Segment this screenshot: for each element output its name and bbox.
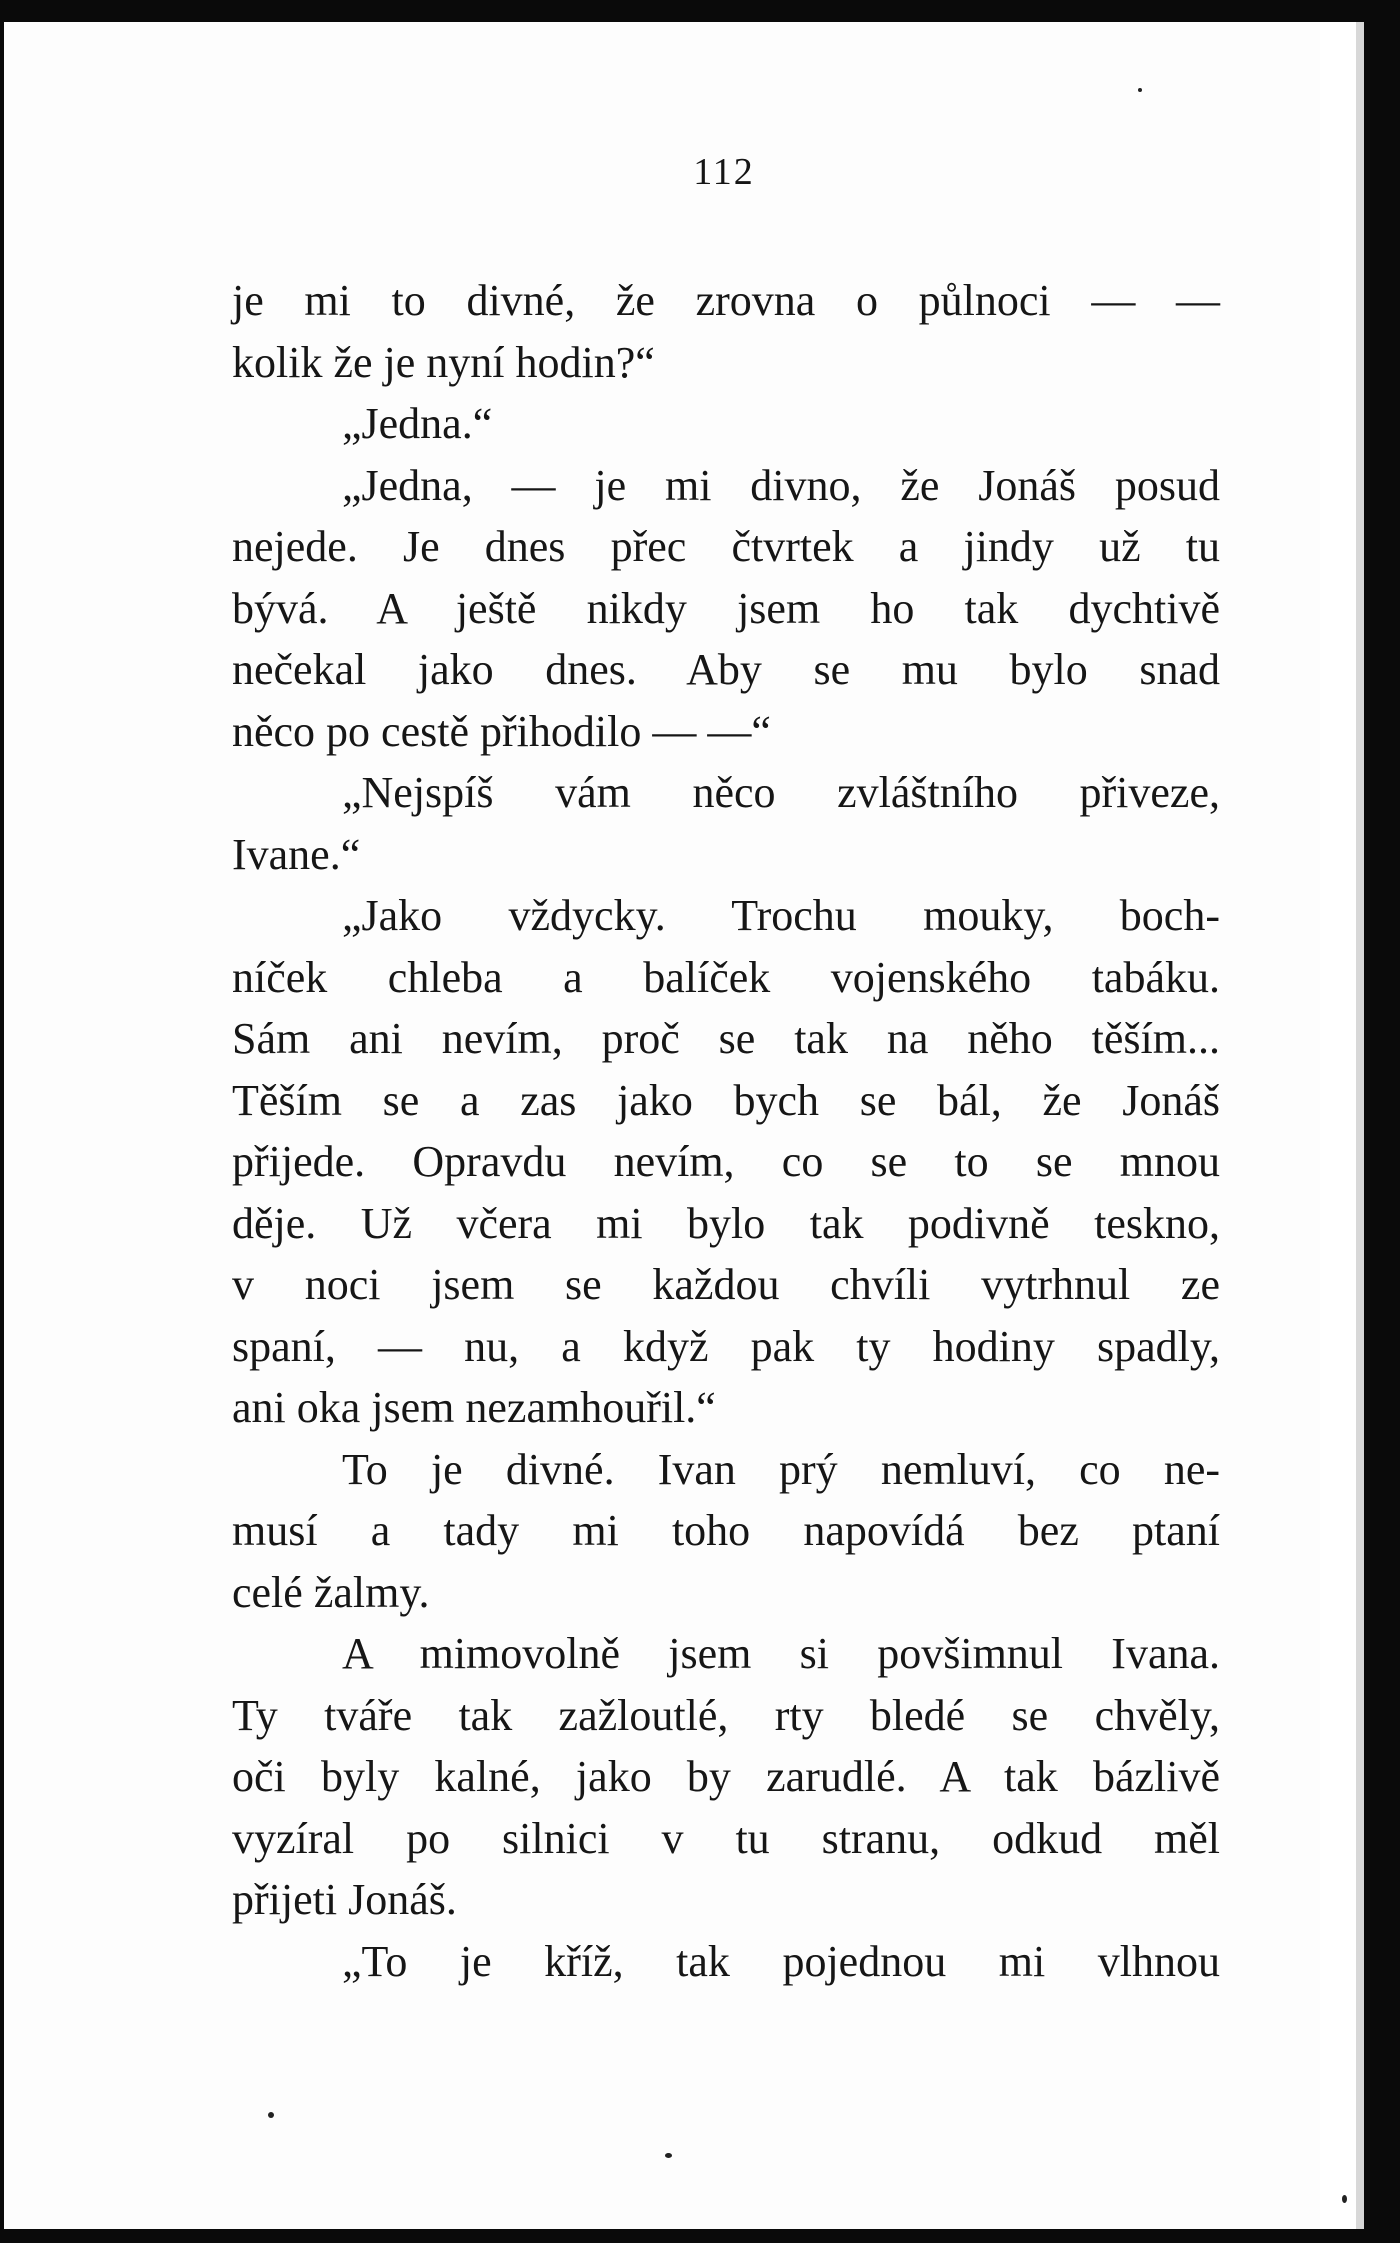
text-line: „Jako vždycky. Trochu mouky, boch- [342, 891, 1220, 940]
text-line: Sám ani nevím, proč se tak na něho těším... [232, 1014, 1220, 1063]
ink-speck [1138, 88, 1142, 92]
text-line: spaní, — nu, a když pak ty hodiny spadly, [232, 1321, 1220, 1371]
text-line: Ty tváře tak zažloutlé, rty bledé se chvěly, [232, 1690, 1220, 1740]
text-line: přijeti Jonáš. [232, 1875, 457, 1924]
text-line: něco po cestě přihodilo — —“ [232, 706, 771, 756]
text-line: Těším se a zas jako bych se bál, že Jonáš [232, 1075, 1220, 1125]
text-line: „To je kříž, tak pojednou mi vlhnou [342, 1936, 1220, 1986]
text-line: níček chleba a balíček vojenského tabáku. [232, 952, 1220, 1002]
ink-speck [268, 2112, 274, 2118]
text-line: To je divné. Ivan prý nemluví, co ne- [342, 1444, 1220, 1494]
scan-border-bottom [0, 2229, 1400, 2243]
text-line: nejede. Je dnes přec čtvrtek a jindy už tu [232, 522, 1220, 571]
text-line: „Jedna, — je mi divno, že Jonáš posud [342, 460, 1220, 510]
text-line: bývá. A ještě nikdy jsem ho tak dychtivě [232, 583, 1220, 633]
text-line: musí a tady mi toho napovídá bez ptaní [232, 1506, 1220, 1555]
scan-border-top [0, 0, 1400, 22]
body-text [232, 270, 1220, 1992]
scan-border-right [1364, 0, 1400, 2243]
text-line: vyzíral po silnici v tu stranu, odkud měl [232, 1813, 1220, 1863]
text-line: Ivane.“ [232, 829, 361, 879]
page-number: 112 [693, 151, 755, 193]
text-line: v noci jsem se každou chvíli vytrhnul ze [232, 1260, 1220, 1309]
text-line: oči byly kalné, jako by zarudlé. A tak bázlivě [232, 1752, 1220, 1801]
text-line: celé žalmy. [232, 1567, 430, 1617]
text-line: přijede. Opravdu nevím, co se to se mnou [232, 1137, 1220, 1186]
ink-speck [1342, 2195, 1347, 2203]
text-line: je mi to divné, že zrovna o půlnoci — — [232, 276, 1220, 325]
text-line: děje. Už včera mi bylo tak podivně teskno, [232, 1198, 1220, 1248]
text-line: „Jedna.“ [342, 399, 493, 448]
page-edge-shadow [1356, 22, 1364, 2243]
text-line: nečekal jako dnes. Aby se mu bylo snad [232, 645, 1220, 694]
text-line: kolik že je nyní hodin?“ [232, 337, 655, 387]
ink-speck [665, 2153, 672, 2158]
text-line: ani oka jsem nezamhouřil.“ [232, 1383, 716, 1432]
text-line: A mimovolně jsem si povšimnul Ivana. [342, 1629, 1220, 1678]
book-page [4, 22, 1320, 2229]
text-line: „Nejspíš vám něco zvláštního přiveze, [342, 768, 1220, 817]
